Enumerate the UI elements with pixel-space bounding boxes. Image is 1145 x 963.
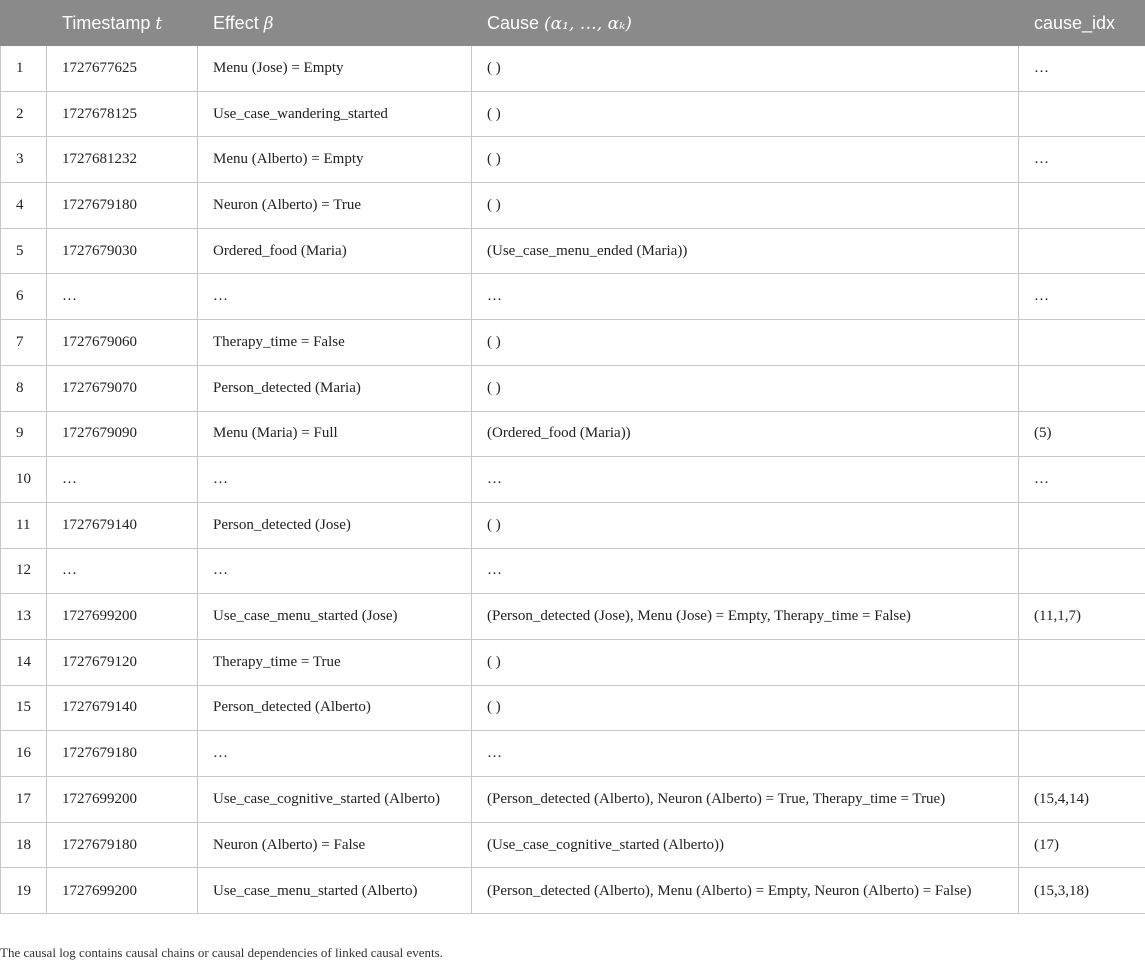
header-timestamp — [47, 1, 198, 46]
effect-cell: Therapy_time = False — [198, 320, 472, 366]
timestamp-cell: 1727699200 — [47, 868, 198, 914]
header-cause-idx: cause_idx — [1019, 1, 1145, 46]
cause-cell: (Person_detected (Alberto), Neuron (Alberto) = True, Therapy_time = True) — [472, 777, 1019, 823]
row-index: 18 — [1, 822, 47, 868]
effect-cell: Menu (Alberto) = Empty — [198, 137, 472, 183]
timestamp-cell: 1727679120 — [47, 639, 198, 685]
header-effect-var: β — [263, 13, 274, 34]
effect-cell: Therapy_time = True — [198, 639, 472, 685]
table-row — [1, 457, 1145, 503]
table-row — [1, 594, 1145, 640]
table-row — [1, 320, 1145, 366]
row-index: 10 — [1, 457, 47, 503]
timestamp-cell: 1727699200 — [47, 777, 198, 823]
effect-cell: Use_case_menu_started (Jose) — [198, 594, 472, 640]
cause-idx-cell — [1019, 502, 1145, 548]
cause-idx-cell — [1019, 731, 1145, 777]
row-index: 7 — [1, 320, 47, 366]
row-index: 6 — [1, 274, 47, 320]
row-index: 14 — [1, 639, 47, 685]
effect-cell: Use_case_menu_started (Alberto) — [198, 868, 472, 914]
header-effect — [198, 1, 472, 46]
effect-cell: Use_case_cognitive_started (Alberto) — [198, 777, 472, 823]
cause-cell: … — [472, 274, 1019, 320]
cause-cell: (Person_detected (Alberto), Menu (Alberto) = Empty, Neuron (Alberto) = False) — [472, 868, 1019, 914]
table-row — [1, 137, 1145, 183]
row-index: 2 — [1, 91, 47, 137]
timestamp-cell: 1727679030 — [47, 228, 198, 274]
cause-cell: (Ordered_food (Maria)) — [472, 411, 1019, 457]
header-cause — [472, 1, 1019, 46]
timestamp-cell: 1727679180 — [47, 822, 198, 868]
cause-cell: … — [472, 731, 1019, 777]
effect-cell: Person_detected (Alberto) — [198, 685, 472, 731]
row-index: 3 — [1, 137, 47, 183]
cause-idx-cell: … — [1019, 46, 1145, 92]
timestamp-cell: 1727679070 — [47, 365, 198, 411]
effect-cell: Ordered_food (Maria) — [198, 228, 472, 274]
row-index: 13 — [1, 594, 47, 640]
effect-cell: … — [198, 457, 472, 503]
header-row — [1, 1, 1145, 46]
timestamp-cell: 1727681232 — [47, 137, 198, 183]
row-index: 9 — [1, 411, 47, 457]
timestamp-cell: 1727678125 — [47, 91, 198, 137]
cause-cell: ( ) — [472, 365, 1019, 411]
header-effect-label: Effect — [213, 12, 259, 33]
timestamp-cell: 1727679090 — [47, 411, 198, 457]
cause-cell: ( ) — [472, 46, 1019, 92]
effect-cell: Use_case_wandering_started — [198, 91, 472, 137]
cause-idx-cell: … — [1019, 137, 1145, 183]
cause-cell: ( ) — [472, 685, 1019, 731]
effect-cell: … — [198, 274, 472, 320]
row-index: 11 — [1, 502, 47, 548]
cause-cell: ( ) — [472, 137, 1019, 183]
table-row — [1, 502, 1145, 548]
table-body — [1, 46, 1145, 914]
cause-idx-cell: (17) — [1019, 822, 1145, 868]
table-row — [1, 46, 1145, 92]
effect-cell: … — [198, 548, 472, 594]
timestamp-cell: 1727679140 — [47, 685, 198, 731]
cause-idx-cell — [1019, 548, 1145, 594]
header-timestamp-label: Timestamp — [62, 12, 151, 33]
header-cause-var: (α₁, …, αₖ) — [544, 13, 632, 34]
cause-cell: … — [472, 457, 1019, 503]
table-row — [1, 777, 1145, 823]
row-index: 16 — [1, 731, 47, 777]
cause-cell: (Person_detected (Jose), Menu (Jose) = Empty, Therapy_time = False) — [472, 594, 1019, 640]
timestamp-cell: 1727679180 — [47, 731, 198, 777]
timestamp-cell: 1727677625 — [47, 46, 198, 92]
row-index: 19 — [1, 868, 47, 914]
timestamp-cell: 1727679180 — [47, 183, 198, 229]
table-row — [1, 228, 1145, 274]
table-row — [1, 731, 1145, 777]
cause-idx-cell — [1019, 228, 1145, 274]
effect-cell: Person_detected (Jose) — [198, 502, 472, 548]
row-index: 1 — [1, 46, 47, 92]
timestamp-cell: 1727699200 — [47, 594, 198, 640]
row-index: 17 — [1, 777, 47, 823]
effect-cell: Person_detected (Maria) — [198, 365, 472, 411]
cause-idx-cell: … — [1019, 274, 1145, 320]
cause-idx-cell — [1019, 183, 1145, 229]
header-index — [1, 1, 47, 46]
row-index: 15 — [1, 685, 47, 731]
cause-idx-cell: … — [1019, 457, 1145, 503]
cause-idx-cell: (11,1,7) — [1019, 594, 1145, 640]
table-row — [1, 822, 1145, 868]
timestamp-cell: … — [47, 457, 198, 503]
cause-idx-cell — [1019, 365, 1145, 411]
table-row — [1, 411, 1145, 457]
timestamp-cell: … — [47, 548, 198, 594]
effect-cell: Neuron (Alberto) = False — [198, 822, 472, 868]
cause-idx-cell — [1019, 320, 1145, 366]
cause-cell: (Use_case_menu_ended (Maria)) — [472, 228, 1019, 274]
table-row — [1, 274, 1145, 320]
cause-idx-cell: (15,3,18) — [1019, 868, 1145, 914]
header-cause-label: Cause — [487, 12, 540, 33]
cause-cell: ( ) — [472, 320, 1019, 366]
table-header — [1, 1, 1145, 46]
row-index: 8 — [1, 365, 47, 411]
table-row — [1, 91, 1145, 137]
timestamp-cell: 1727679060 — [47, 320, 198, 366]
cause-cell: ( ) — [472, 91, 1019, 137]
cause-idx-cell: (5) — [1019, 411, 1145, 457]
timestamp-cell: … — [47, 274, 198, 320]
row-index: 4 — [1, 183, 47, 229]
effect-cell: Menu (Maria) = Full — [198, 411, 472, 457]
cause-idx-cell: (15,4,14) — [1019, 777, 1145, 823]
cause-idx-cell — [1019, 639, 1145, 685]
cause-cell: ( ) — [472, 502, 1019, 548]
effect-cell: Menu (Jose) = Empty — [198, 46, 472, 92]
header-timestamp-var: t — [155, 13, 163, 34]
cause-cell: ( ) — [472, 183, 1019, 229]
table-row — [1, 868, 1145, 914]
table-row — [1, 548, 1145, 594]
cause-cell: ( ) — [472, 639, 1019, 685]
table-caption: The causal log contains causal chains or causal dependencies of linked causal events. — [0, 945, 443, 960]
cause-idx-cell — [1019, 91, 1145, 137]
table-row — [1, 183, 1145, 229]
cause-idx-cell — [1019, 685, 1145, 731]
cause-cell: … — [472, 548, 1019, 594]
row-index: 12 — [1, 548, 47, 594]
effect-cell: … — [198, 731, 472, 777]
table-row — [1, 365, 1145, 411]
table-row — [1, 685, 1145, 731]
effect-cell: Neuron (Alberto) = True — [198, 183, 472, 229]
row-index: 5 — [1, 228, 47, 274]
timestamp-cell: 1727679140 — [47, 502, 198, 548]
cause-cell: (Use_case_cognitive_started (Alberto)) — [472, 822, 1019, 868]
table-row — [1, 639, 1145, 685]
